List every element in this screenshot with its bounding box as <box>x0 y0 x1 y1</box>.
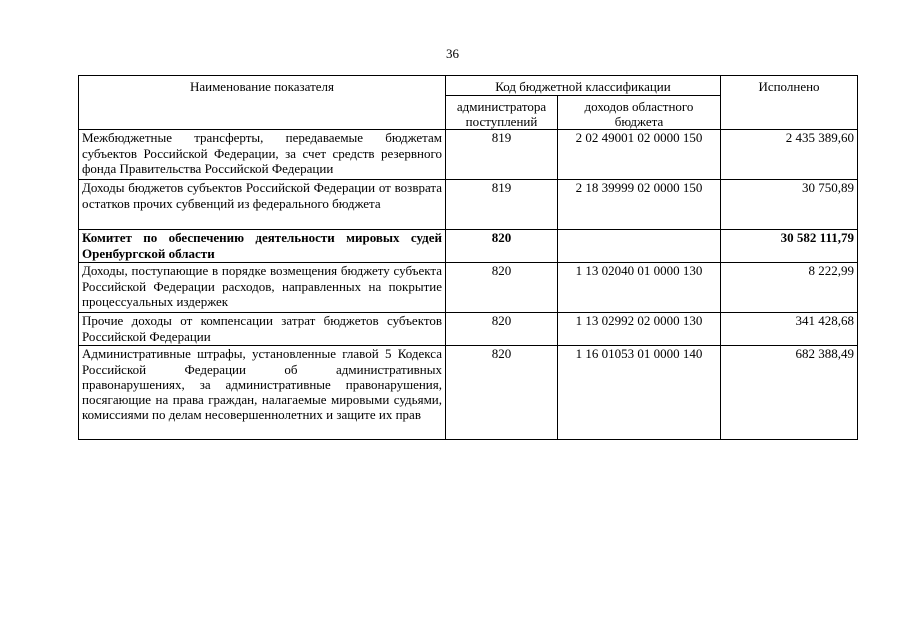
header-name: Наименование показателя <box>79 76 446 130</box>
table-row <box>79 230 858 263</box>
row-name: Доходы, поступающие в порядке возмещения бюджету субъекта Российской Федерации расходов, направленных на покрытие процессуальных издержек <box>79 263 446 313</box>
header-income: доходов областного бюджета <box>558 96 721 130</box>
row-budget-code: 1 13 02040 01 0000 130 <box>558 263 721 313</box>
row-amount: 30 582 111,79 <box>721 230 858 263</box>
row-budget-code: 1 16 01053 01 0000 140 <box>558 346 721 440</box>
row-name: Прочие доходы от компенсации затрат бюджетов субъектов Российской Федерации <box>79 313 446 346</box>
header-admin: администратора поступлений <box>446 96 558 130</box>
row-budget-code: 1 13 02992 02 0000 130 <box>558 313 721 346</box>
row-amount: 341 428,68 <box>721 313 858 346</box>
row-amount: 2 435 389,60 <box>721 130 858 180</box>
row-amount: 8 222,99 <box>721 263 858 313</box>
row-admin-code: 820 <box>446 313 558 346</box>
table-row <box>79 263 858 313</box>
table-row <box>79 313 858 346</box>
row-admin-code: 820 <box>446 263 558 313</box>
row-budget-code: 2 18 39999 02 0000 150 <box>558 180 721 230</box>
row-amount: 682 388,49 <box>721 346 858 440</box>
row-admin-code: 819 <box>446 130 558 180</box>
header-code-group: Код бюджетной классификации <box>446 76 721 96</box>
row-name: Административные штрафы, установленные главой 5 Кодекса Российской Федерации об административных правонарушениях, за административные правонарушения, посягающие на права граждан, налагаемые мировыми судьями, комиссиями по делам несовершеннолетних и защите их прав <box>79 346 446 440</box>
row-budget-code <box>558 230 721 263</box>
table-row <box>79 346 858 440</box>
table-row <box>79 180 858 230</box>
row-amount: 30 750,89 <box>721 180 858 230</box>
page-number: 36 <box>446 46 459 61</box>
row-name: Комитет по обеспечению деятельности мировых судей Оренбургской области <box>79 230 446 263</box>
budget-table <box>78 75 858 440</box>
row-admin-code: 820 <box>446 346 558 440</box>
row-name: Межбюджетные трансферты, передаваемые бюджетам субъектов Российской Федерации, за счет средств резервного фонда Правительства Российской Федерации <box>79 130 446 180</box>
row-admin-code: 820 <box>446 230 558 263</box>
row-name: Доходы бюджетов субъектов Российской Федерации от возврата остатков прочих субвенций из федерального бюджета <box>79 180 446 230</box>
row-admin-code: 819 <box>446 180 558 230</box>
table-row <box>79 130 858 180</box>
row-budget-code: 2 02 49001 02 0000 150 <box>558 130 721 180</box>
header-executed: Исполнено <box>721 76 858 130</box>
